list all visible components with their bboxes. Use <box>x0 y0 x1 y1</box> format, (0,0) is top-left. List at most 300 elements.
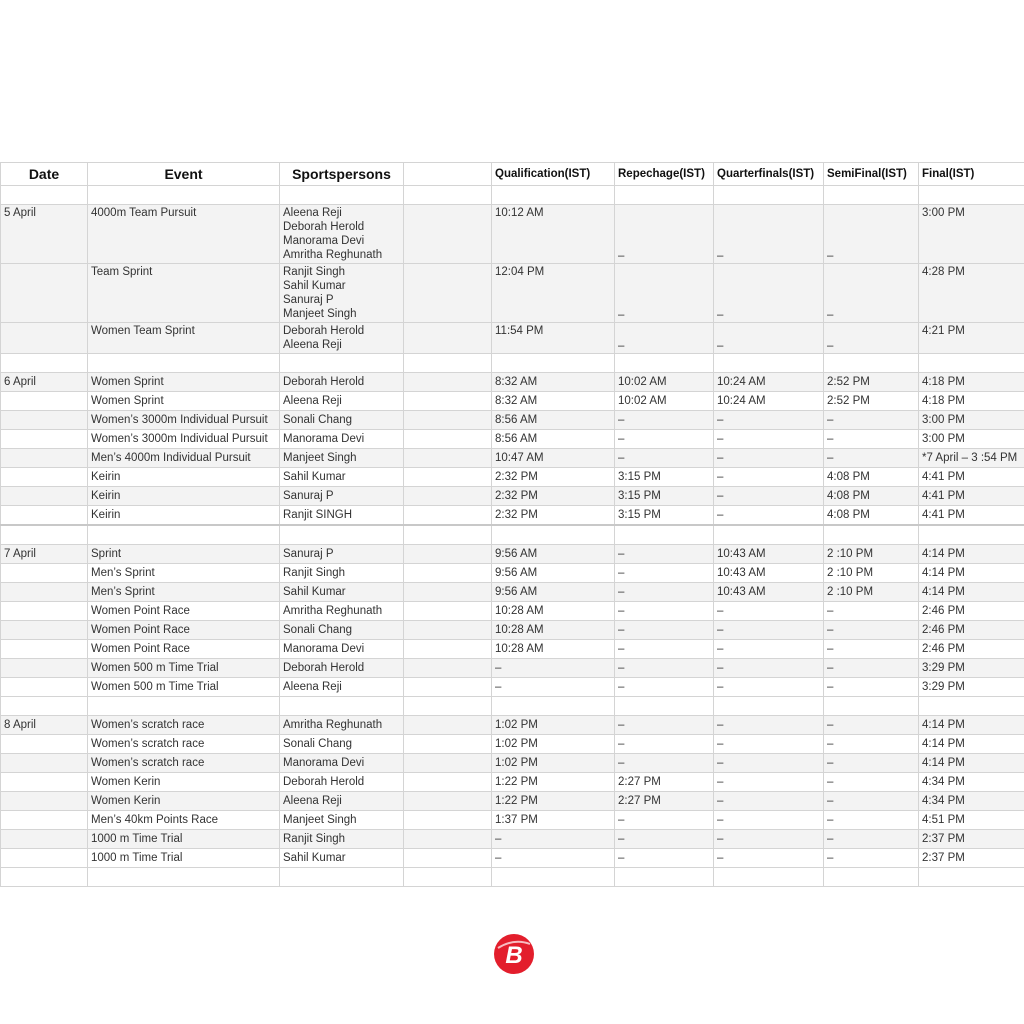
qualification-cell: 9:56 AM <box>492 583 615 602</box>
qualification-cell: 8:56 AM <box>492 430 615 449</box>
empty-cell <box>404 678 492 697</box>
event-cell: Women Kerin <box>88 792 280 811</box>
sportspersons-cell <box>280 323 404 354</box>
final-cell: 4:18 PM <box>919 392 1024 411</box>
event-cell: Men’s Sprint <box>88 583 280 602</box>
table-row <box>1 811 1024 830</box>
repechage-cell: – <box>615 811 714 830</box>
final-cell: 4:41 PM <box>919 506 1024 526</box>
empty-cell <box>88 697 280 716</box>
date-cell: 8 April <box>1 716 88 735</box>
semifinal-cell: – <box>824 849 919 868</box>
sportsperson-cell: Manorama Devi <box>280 754 404 773</box>
empty-cell <box>919 186 1024 205</box>
quarterfinal-cell: – <box>714 678 824 697</box>
quarterfinal-cell: – <box>714 487 824 506</box>
empty-cell <box>404 354 492 373</box>
empty-cell <box>824 525 919 545</box>
repechage-cell: – <box>615 659 714 678</box>
repechage-cell: – <box>615 621 714 640</box>
semifinal-cell: 4:08 PM <box>824 487 919 506</box>
qualification-cell: 1:22 PM <box>492 792 615 811</box>
table-row <box>1 678 1024 697</box>
qf-cell <box>714 323 824 354</box>
empty-cell <box>492 868 615 887</box>
empty-cell <box>824 354 919 373</box>
quarterfinal-cell: – <box>714 773 824 792</box>
table-row <box>1 205 1024 264</box>
empty-cell <box>714 525 824 545</box>
sportsperson-cell: Amritha Reghunath <box>280 602 404 621</box>
repechage-cell: 3:15 PM <box>615 468 714 487</box>
sportsperson-cell: Manjeet Singh <box>280 811 404 830</box>
sportsperson-cell: Aleena Reji <box>280 678 404 697</box>
empty-cell <box>404 640 492 659</box>
qualification-cell: 2:32 PM <box>492 468 615 487</box>
event-cell: Women Team Sprint <box>88 323 280 354</box>
header-row <box>1 163 1024 186</box>
dash-text: – <box>618 340 625 352</box>
semifinal-cell: 4:08 PM <box>824 468 919 487</box>
date-cell <box>1 659 88 678</box>
table-row <box>1 487 1024 506</box>
sf-cell <box>824 323 919 354</box>
spacer-row <box>1 697 1024 716</box>
table-row <box>1 468 1024 487</box>
semifinal-cell: – <box>824 659 919 678</box>
empty-cell <box>404 525 492 545</box>
event-cell: Women Sprint <box>88 373 280 392</box>
empty-cell <box>615 525 714 545</box>
sportsperson-cell: Sonali Chang <box>280 411 404 430</box>
table-row <box>1 564 1024 583</box>
event-cell: Women Point Race <box>88 621 280 640</box>
quarterfinal-cell: 10:43 AM <box>714 545 824 564</box>
semifinal-cell: – <box>824 792 919 811</box>
semifinal-cell: – <box>824 830 919 849</box>
final-cell: *7 April – 3 :54 PM <box>919 449 1024 468</box>
semifinal-cell: 2:52 PM <box>824 392 919 411</box>
table-row <box>1 392 1024 411</box>
empty-cell <box>280 868 404 887</box>
event-cell: Women’s 3000m Individual Pursuit <box>88 430 280 449</box>
empty-cell <box>404 468 492 487</box>
person-name: Manjeet Singh <box>283 308 357 320</box>
sportsperson-cell: Sahil Kumar <box>280 468 404 487</box>
qualification-cell: – <box>492 678 615 697</box>
date-cell <box>1 468 88 487</box>
qualification-cell: 1:02 PM <box>492 735 615 754</box>
spacer-row <box>1 354 1024 373</box>
empty-cell <box>404 373 492 392</box>
date-cell <box>1 430 88 449</box>
sportsperson-cell: Aleena Reji <box>280 392 404 411</box>
quarterfinal-cell: 10:24 AM <box>714 392 824 411</box>
date-cell <box>1 564 88 583</box>
event-cell: Keirin <box>88 506 280 526</box>
sportspersons-cell <box>280 264 404 323</box>
final-cell: 4:14 PM <box>919 545 1024 564</box>
spacer-row <box>1 525 1024 545</box>
schedule-body <box>1 186 1024 887</box>
header-event: Event <box>88 163 280 186</box>
empty-cell <box>280 354 404 373</box>
empty-cell <box>404 506 492 526</box>
semifinal-cell: 2 :10 PM <box>824 545 919 564</box>
empty-cell <box>404 323 492 354</box>
final-cell: 2:37 PM <box>919 830 1024 849</box>
table-row <box>1 830 1024 849</box>
qualification-cell: 8:56 AM <box>492 411 615 430</box>
qf-cell <box>714 264 824 323</box>
date-cell <box>1 773 88 792</box>
final-cell: 4:18 PM <box>919 373 1024 392</box>
quarterfinal-cell: – <box>714 735 824 754</box>
qualification-cell: 10:28 AM <box>492 602 615 621</box>
date-cell <box>1 449 88 468</box>
empty-cell <box>1 186 88 205</box>
final-cell: 2:46 PM <box>919 602 1024 621</box>
repechage-cell: – <box>615 640 714 659</box>
sportspersons-cell <box>280 205 404 264</box>
date-cell: 5 April <box>1 205 88 264</box>
empty-cell <box>615 186 714 205</box>
event-cell: Women’s scratch race <box>88 735 280 754</box>
quarterfinal-cell: – <box>714 621 824 640</box>
qualification-cell: 12:04 PM <box>492 264 615 323</box>
date-cell <box>1 621 88 640</box>
empty-cell <box>404 773 492 792</box>
table-row <box>1 792 1024 811</box>
date-cell <box>1 849 88 868</box>
rep-cell <box>615 264 714 323</box>
final-cell: 2:37 PM <box>919 849 1024 868</box>
quarterfinal-cell: – <box>714 754 824 773</box>
quarterfinal-cell: – <box>714 849 824 868</box>
repechage-cell: – <box>615 602 714 621</box>
final-cell: 4:41 PM <box>919 468 1024 487</box>
empty-cell <box>88 525 280 545</box>
table-row <box>1 602 1024 621</box>
repechage-cell: – <box>615 564 714 583</box>
qualification-cell: – <box>492 830 615 849</box>
empty-cell <box>404 849 492 868</box>
person-name: Ranjit Singh <box>283 266 346 278</box>
empty-cell <box>404 735 492 754</box>
repechage-cell: – <box>615 716 714 735</box>
date-cell <box>1 506 88 526</box>
semifinal-cell: – <box>824 716 919 735</box>
empty-cell <box>88 354 280 373</box>
empty-cell <box>919 697 1024 716</box>
qf-cell <box>714 205 824 264</box>
empty-cell <box>919 525 1024 545</box>
header-sportspersons: Sportspersons <box>280 163 404 186</box>
table-row <box>1 659 1024 678</box>
event-cell: Women Sprint <box>88 392 280 411</box>
dash-text: – <box>827 309 834 321</box>
table-row <box>1 506 1024 526</box>
dash-text: – <box>827 250 834 262</box>
empty-cell <box>88 186 280 205</box>
final-cell: 3:29 PM <box>919 659 1024 678</box>
sportsperson-cell: Deborah Herold <box>280 773 404 792</box>
table-row <box>1 754 1024 773</box>
empty-cell <box>404 830 492 849</box>
person-name: Amritha Reghunath <box>283 249 383 261</box>
repechage-cell: – <box>615 430 714 449</box>
sf-cell <box>824 205 919 264</box>
final-cell: 4:14 PM <box>919 716 1024 735</box>
final-cell: 4:14 PM <box>919 583 1024 602</box>
empty-cell <box>404 754 492 773</box>
table-row <box>1 323 1024 354</box>
qualification-cell: – <box>492 659 615 678</box>
empty-cell <box>1 354 88 373</box>
date-cell <box>1 487 88 506</box>
rep-cell <box>615 323 714 354</box>
schedule-table <box>0 162 1024 887</box>
event-cell: Women’s scratch race <box>88 754 280 773</box>
person-name: Deborah Herold <box>283 325 365 337</box>
semifinal-cell: – <box>824 678 919 697</box>
semifinal-cell: – <box>824 640 919 659</box>
header-final: Final(IST) <box>919 163 1024 186</box>
date-cell <box>1 640 88 659</box>
empty-cell <box>492 354 615 373</box>
empty-cell <box>404 811 492 830</box>
sportsperson-cell: Aleena Reji <box>280 792 404 811</box>
empty-cell <box>404 621 492 640</box>
semifinal-cell: 2 :10 PM <box>824 583 919 602</box>
quarterfinal-cell: – <box>714 449 824 468</box>
empty-cell <box>404 411 492 430</box>
empty-cell <box>404 583 492 602</box>
repechage-cell: – <box>615 545 714 564</box>
date-cell <box>1 754 88 773</box>
empty-cell <box>404 716 492 735</box>
header-semifinal: SemiFinal(IST) <box>824 163 919 186</box>
repechage-cell: – <box>615 449 714 468</box>
table-row <box>1 264 1024 323</box>
empty-cell <box>404 487 492 506</box>
sportsperson-cell: Deborah Herold <box>280 373 404 392</box>
event-cell: Women 500 m Time Trial <box>88 678 280 697</box>
quarterfinal-cell: 10:24 AM <box>714 373 824 392</box>
quarterfinal-cell: – <box>714 506 824 526</box>
repechage-cell: – <box>615 411 714 430</box>
event-cell: Men’s 40km Points Race <box>88 811 280 830</box>
empty-cell <box>404 659 492 678</box>
final-cell: 4:34 PM <box>919 773 1024 792</box>
semifinal-cell: – <box>824 602 919 621</box>
semifinal-cell: 2 :10 PM <box>824 564 919 583</box>
sportsperson-cell: Sanuraj P <box>280 545 404 564</box>
date-cell <box>1 735 88 754</box>
person-name: Deborah Herold <box>283 221 365 233</box>
qualification-cell: 10:47 AM <box>492 449 615 468</box>
qualification-cell: 1:22 PM <box>492 773 615 792</box>
empty-cell <box>404 205 492 264</box>
empty-cell <box>404 564 492 583</box>
person-name: Sahil Kumar <box>283 280 346 292</box>
date-cell: 7 April <box>1 545 88 564</box>
dash-text: – <box>717 309 724 321</box>
semifinal-cell: 4:08 PM <box>824 506 919 526</box>
qualification-cell: 2:32 PM <box>492 487 615 506</box>
repechage-cell: 10:02 AM <box>615 392 714 411</box>
empty-cell <box>714 868 824 887</box>
sportsperson-cell: Ranjit Singh <box>280 830 404 849</box>
final-cell: 4:41 PM <box>919 487 1024 506</box>
event-cell: Women’s 3000m Individual Pursuit <box>88 411 280 430</box>
qualification-cell: 8:32 AM <box>492 392 615 411</box>
final-cell: 4:14 PM <box>919 564 1024 583</box>
empty-cell <box>919 354 1024 373</box>
event-cell: Men’s Sprint <box>88 564 280 583</box>
qualification-cell: 11:54 PM <box>492 323 615 354</box>
qualification-cell: 2:32 PM <box>492 506 615 526</box>
empty-cell <box>824 697 919 716</box>
quarterfinal-cell: 10:43 AM <box>714 583 824 602</box>
header-repechage: Repechage(IST) <box>615 163 714 186</box>
logo-letter: B <box>505 942 523 969</box>
qualification-cell: 9:56 AM <box>492 545 615 564</box>
sportsperson-cell: Ranjit Singh <box>280 564 404 583</box>
event-cell: 1000 m Time Trial <box>88 849 280 868</box>
final-cell: 3:00 PM <box>919 430 1024 449</box>
final-cell: 3:00 PM <box>919 205 1024 264</box>
event-cell: Sprint <box>88 545 280 564</box>
table-row <box>1 449 1024 468</box>
quarterfinal-cell: – <box>714 792 824 811</box>
event-cell: Keirin <box>88 487 280 506</box>
date-cell <box>1 792 88 811</box>
table-row <box>1 373 1024 392</box>
table-row <box>1 411 1024 430</box>
sportsperson-cell: Ranjit SINGH <box>280 506 404 526</box>
quarterfinal-cell: – <box>714 468 824 487</box>
semifinal-cell: – <box>824 735 919 754</box>
sf-cell <box>824 264 919 323</box>
event-cell: Men’s 4000m Individual Pursuit <box>88 449 280 468</box>
semifinal-cell: – <box>824 621 919 640</box>
qualification-cell: 1:02 PM <box>492 716 615 735</box>
header-qualification: Qualification(IST) <box>492 163 615 186</box>
repechage-cell: 3:15 PM <box>615 487 714 506</box>
final-cell: 4:28 PM <box>919 264 1024 323</box>
empty-cell <box>404 392 492 411</box>
sportsperson-cell: Manorama Devi <box>280 430 404 449</box>
date-cell <box>1 678 88 697</box>
empty-cell <box>492 697 615 716</box>
final-cell: 3:00 PM <box>919 411 1024 430</box>
brand-logo-icon <box>492 932 536 976</box>
empty-cell <box>1 868 88 887</box>
header-quarterfinals: Quarterfinals(IST) <box>714 163 824 186</box>
semifinal-cell: – <box>824 811 919 830</box>
event-cell: 4000m Team Pursuit <box>88 205 280 264</box>
table-row <box>1 430 1024 449</box>
quarterfinal-cell: – <box>714 430 824 449</box>
sportsperson-cell: Sanuraj P <box>280 487 404 506</box>
event-cell: Team Sprint <box>88 264 280 323</box>
dash-text: – <box>618 309 625 321</box>
table-row <box>1 773 1024 792</box>
date-cell <box>1 411 88 430</box>
empty-cell <box>615 697 714 716</box>
quarterfinal-cell: – <box>714 811 824 830</box>
qualification-cell: 9:56 AM <box>492 564 615 583</box>
dash-text: – <box>717 250 724 262</box>
rep-cell <box>615 205 714 264</box>
event-cell: Women Kerin <box>88 773 280 792</box>
semifinal-cell: – <box>824 449 919 468</box>
empty-cell <box>280 697 404 716</box>
semifinal-cell: 2:52 PM <box>824 373 919 392</box>
qualification-cell: 1:02 PM <box>492 754 615 773</box>
empty-cell <box>615 868 714 887</box>
repechage-cell: 2:27 PM <box>615 773 714 792</box>
date-cell <box>1 602 88 621</box>
empty-cell <box>404 602 492 621</box>
final-cell: 4:21 PM <box>919 323 1024 354</box>
semifinal-cell: – <box>824 430 919 449</box>
sportsperson-cell: Deborah Herold <box>280 659 404 678</box>
empty-cell <box>404 430 492 449</box>
dash-text: – <box>717 340 724 352</box>
table-row <box>1 849 1024 868</box>
table-row <box>1 640 1024 659</box>
quarterfinal-cell: – <box>714 411 824 430</box>
table-row <box>1 716 1024 735</box>
repechage-cell: – <box>615 830 714 849</box>
date-cell <box>1 323 88 354</box>
date-cell <box>1 811 88 830</box>
semifinal-cell: – <box>824 773 919 792</box>
repechage-cell: – <box>615 735 714 754</box>
qualification-cell: – <box>492 849 615 868</box>
sportsperson-cell: Manjeet Singh <box>280 449 404 468</box>
date-cell <box>1 264 88 323</box>
quarterfinal-cell: – <box>714 640 824 659</box>
repechage-cell: – <box>615 849 714 868</box>
person-name: Aleena Reji <box>283 339 342 351</box>
qualification-cell: 10:28 AM <box>492 621 615 640</box>
spacer-row-end <box>1 868 1024 887</box>
person-name: Manorama Devi <box>283 235 365 247</box>
empty-cell <box>1 525 88 545</box>
header-blank <box>404 163 492 186</box>
header-date: Date <box>1 163 88 186</box>
table-row <box>1 735 1024 754</box>
empty-cell <box>404 697 492 716</box>
repechage-cell: – <box>615 583 714 602</box>
repechage-cell: 3:15 PM <box>615 506 714 526</box>
event-cell: Women’s scratch race <box>88 716 280 735</box>
spacer-row-header <box>1 186 1024 205</box>
empty-cell <box>404 186 492 205</box>
empty-cell <box>919 868 1024 887</box>
repechage-cell: 2:27 PM <box>615 792 714 811</box>
table-row <box>1 545 1024 564</box>
dash-text: – <box>618 250 625 262</box>
empty-cell <box>824 868 919 887</box>
table-row <box>1 583 1024 602</box>
empty-cell <box>714 186 824 205</box>
event-cell: Women Point Race <box>88 602 280 621</box>
quarterfinal-cell: – <box>714 602 824 621</box>
